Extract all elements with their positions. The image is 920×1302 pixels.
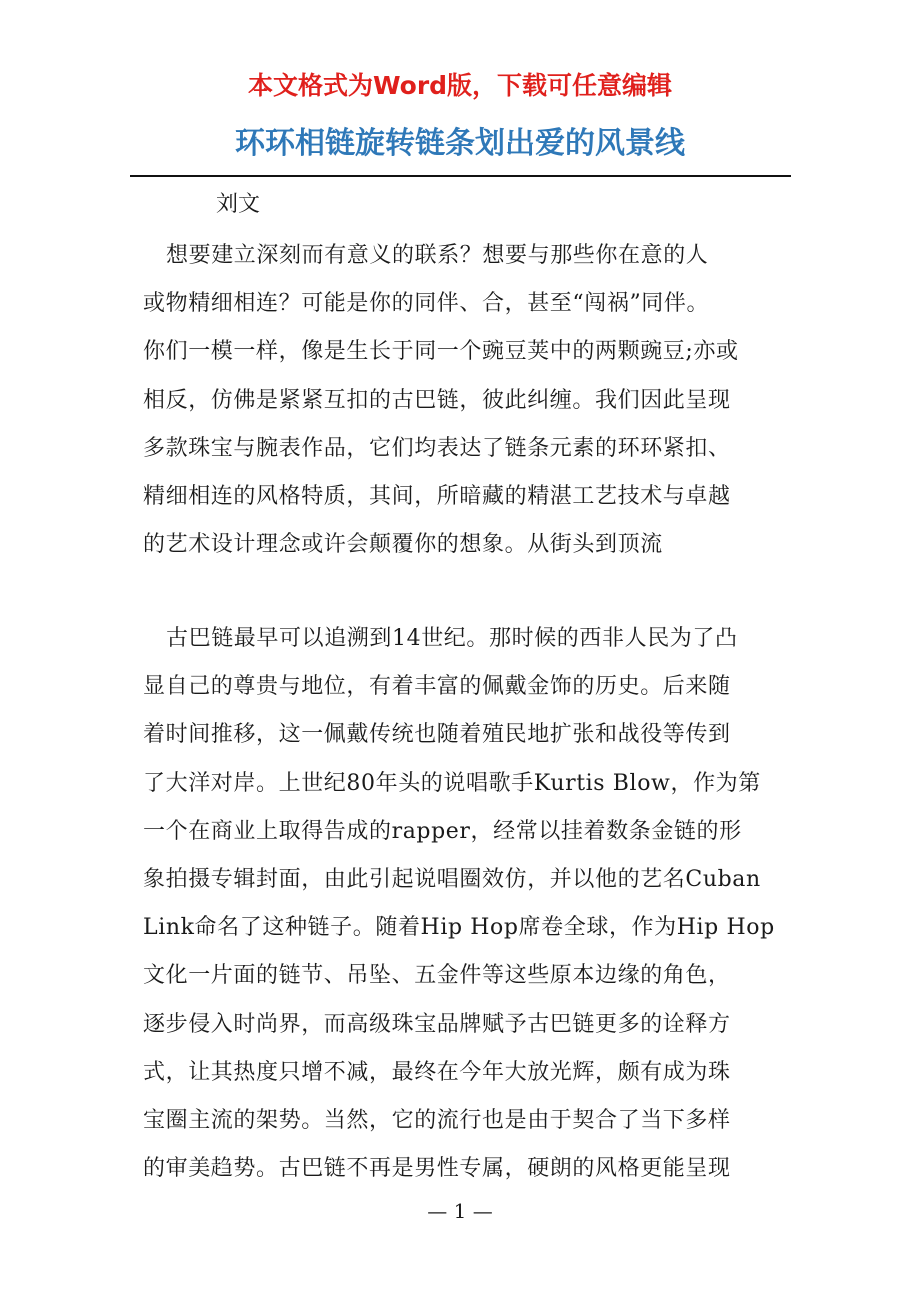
text-line: 想要建立深刻而有意义的联系？想要与那些你在意的人 — [166, 243, 709, 268]
title-divider — [130, 175, 791, 177]
page-number: — 1 — — [427, 1199, 493, 1223]
text-line: 的艺术设计理念或许会颠覆你的想象。从街头到顶流 — [143, 532, 663, 558]
text-line: 精细相连的风格特质，其间，所暗藏的精湛工艺技术与卓越 — [143, 484, 731, 510]
article-title: 环环相链旋转链条划出爱的风景线 — [235, 126, 685, 161]
text-line: 或物精细相连？可能是你的同伴、合，甚至“闯祸”同伴。 — [143, 291, 710, 317]
text-line: 的审美趋势。古巴链不再是男性专属，硬朗的风格更能呈现 — [143, 1156, 731, 1182]
text-line: 象拍摄专辑封面，由此引起说唱圈效仿，并以他的艺名Cuban — [143, 867, 761, 893]
text-line: 一个在商业上取得告成的rapper，经常以挂着数条金链的形 — [143, 818, 742, 844]
text-line: 式，让其热度只增不减，最终在今年大放光辉，颇有成为珠 — [143, 1059, 731, 1085]
text-line: 了大洋对岸。上世纪80年头的说唱歌手Kurtis Blow，作为第 — [143, 770, 761, 796]
text-line: 相反，仿佛是紧紧互扣的古巴链，彼此纠缠。我们因此呈现 — [143, 387, 731, 413]
paragraph-history — [143, 615, 783, 1193]
text-line: 显自己的尊贵与地位，有着丰富的佩戴金饰的历史。后来随 — [143, 674, 731, 700]
paragraph-intro — [143, 232, 783, 569]
author-name: 刘文 — [216, 192, 261, 217]
text-line: 多款珠宝与腕表作品，它们均表达了链条元素的环环紧扣、 — [143, 435, 731, 461]
text-line: Link命名了这种链子。随着Hip Hop席卷全球，作为Hip Hop — [143, 915, 775, 941]
text-line: 宝圈主流的架势。当然，它的流行也是由于契合了当下多样 — [143, 1108, 731, 1134]
text-line: 古巴链最早可以追溯到14世纪。那时候的西非人民为了凸 — [166, 626, 738, 651]
text-line: 文化一片面的链节、吊坠、五金件等这些原本边缘的角色， — [143, 963, 731, 989]
text-line: 着时间推移，这一佩戴传统也随着殖民地扩张和战役等传到 — [143, 722, 731, 748]
text-line: 逐步侵入时尚界，而高级珠宝品牌赋予古巴链更多的诠释方 — [143, 1011, 731, 1037]
text-line: 你们一模一样，像是生长于同一个豌豆荚中的两颗豌豆;亦或 — [143, 339, 739, 365]
format-notice-banner: 本文格式为Word版，下载可任意编辑 — [247, 71, 673, 100]
